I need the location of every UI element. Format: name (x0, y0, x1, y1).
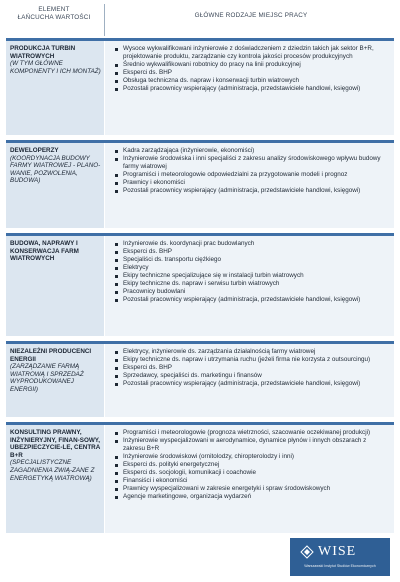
row-subtitle: (ZARZĄDZANIE FARMĄ WIATROWĄ I SPRZEDAŻ WYPRODUKOWANEJ ENERGII) (10, 363, 84, 393)
list-item: Pozostali pracownicy wspierający (administracja, przedstawiciele handlowi, księgowi) (115, 85, 390, 93)
list-item: Ekipy techniczne ds. napraw i utrzymania ruchu (jeżeli firma nie korzysta z outsourcingu) (115, 356, 390, 364)
row-title: PRODUKCJA TURBIN WIATROWYCH (10, 45, 76, 60)
list-item: Obsługa techniczna ds. napraw i konserwacji turbin wiatrowych (115, 77, 390, 85)
list-item: Elektrycy, inżynierowie ds. zarządzania działalnością farmy wiatrowej (115, 348, 390, 356)
list-item: Ekipy techniczne ds. napraw i serwisu turbin wiatrowych (115, 280, 390, 288)
table-row-producers (6, 341, 394, 417)
row-label (6, 236, 104, 336)
table-row-production (6, 38, 394, 135)
list-item: Inżynierowie środowiska i inni specjaliści z zakresu analizy środowiskowego wpływu budowy farmy wiatrowej (115, 155, 390, 171)
row-items (104, 425, 394, 533)
list-item: Inżynierowie wyspecjalizowani w aerodynamice, dynamice płynów i innych obszarach z zakresu B+R (115, 437, 390, 453)
list-item: Wysoce wykwalifikowani inżynierowie z doświadczeniem z dziedzin takich jak sektor B+R, projektowanie produktu, zarządzanie czy kontrola jakości procesów produkcyjnych (115, 45, 390, 61)
header-col-element-line1: ELEMENT (38, 6, 70, 13)
list-item: Inżynierowie środowiskowi (ornitolodzy, chiropterolodzy i inni) (115, 453, 390, 461)
row-label (6, 344, 104, 417)
list-item: Pozostali pracownicy wspierający (administracja, przedstawiciele handlowi, księgowi) (115, 296, 390, 304)
row-items (104, 344, 394, 417)
list-item: Finansiści i ekonomiści (115, 477, 390, 485)
list-item: Prawnicy wyspecjalizowani w zakresie energetyki i spraw środowiskowych (115, 485, 390, 493)
list-item: Inżynierowie ds. koordynacji prac budowlanych (115, 240, 390, 248)
wise-logo (290, 538, 390, 576)
table-row-consulting (6, 422, 394, 533)
list-item: Specjaliści ds. transportu ciężkiego (115, 256, 390, 264)
wise-logo-mark-icon (300, 545, 314, 559)
list-item: Programiści i meteorologowie odpowiedzialni za przygotowanie modeli i prognoz (115, 171, 390, 179)
row-title: BUDOWA, NAPRAWY I KONSERWACJA FARM WIATROWYCH (10, 240, 79, 263)
list-item: Eksperci ds. BHP (115, 364, 390, 372)
header-col-element-line2: ŁAŃCUCHA WARTOŚCI (17, 14, 91, 21)
list-item: Eksperci ds. polityki energetycznej (115, 461, 390, 469)
list-item: Pracownicy budowlani (115, 288, 390, 296)
table-row-developers (6, 140, 394, 228)
table-row-construction (6, 233, 394, 336)
list-item: Pozostali pracownicy wspierający (administracja, przedstawiciele handlowi, księgowi) (115, 187, 390, 195)
row-label (6, 143, 104, 228)
list-item: Programiści i meteorologowie (prognoza wietrzności, szacowanie oczekiwanej produkcji) (115, 429, 390, 437)
row-title: KONSULTING PRAWNY, INŻYNIERYJNY, FINAN-SOWY, UBEZPIECZYCIE-LE, CENTRA B+R (10, 429, 101, 459)
list-item: Kadra zarządzająca (inżynierowie, ekonomiści) (115, 147, 390, 155)
logo-tagline: Warszawski Instytut Studiów Ekonomicznych (304, 564, 376, 568)
row-subtitle: (W TYM GŁÓWNE KOMPONENTY I ICH MONTAŻ) (10, 60, 101, 75)
header-divider (104, 4, 105, 36)
row-items (104, 236, 394, 336)
list-item: Eksperci ds. socjologii, komunikacji i coachowie (115, 469, 390, 477)
list-item: Średnio wykwalifikowani robotnicy do pracy na linii produkcyjnej (115, 61, 390, 69)
list-item: Sprzedawcy, specjaliści ds. marketingu i finansów (115, 372, 390, 380)
row-subtitle: (SPECJALISTYCZNE ZAGADNIENIA ZWIĄ-ZANE Z ENERGETYKĄ WIATROWĄ) (10, 459, 95, 482)
row-label (6, 425, 104, 533)
row-subtitle: (KOORDYNACJA BUDOWY FARMY WIATROWEJ - PLANO-WANIE, POZWOLENIA, BUDOWA) (10, 154, 101, 185)
row-items (104, 41, 394, 135)
list-item: Pozostali pracownicy wspierający (administracja, przedstawiciele handlowi, księgowi) (115, 380, 390, 388)
row-label (6, 41, 104, 135)
table-header (0, 4, 400, 32)
row-title: NIEZALEŻNI PRODUCENCI ENERGII (10, 348, 92, 363)
list-item: Elektrycy (115, 264, 390, 272)
list-item: Eksperci ds. BHP (115, 69, 390, 77)
logo-name: WISE (318, 544, 357, 559)
list-item: Eksperci ds. BHP (115, 248, 390, 256)
row-items (104, 143, 394, 228)
header-col-element (8, 6, 100, 22)
list-item: Agencje marketingowe, organizacja wydarzeń (115, 493, 390, 501)
row-title: DEWELOPERZY (10, 147, 59, 154)
list-item: Ekipy techniczne specjalizujące się w instalacji turbin wiatrowych (115, 272, 390, 280)
list-item: Prawnicy i ekonomiści (115, 179, 390, 187)
header-col-jobs: GŁÓWNE RODZAJE MIEJSC PRACY (194, 12, 308, 19)
